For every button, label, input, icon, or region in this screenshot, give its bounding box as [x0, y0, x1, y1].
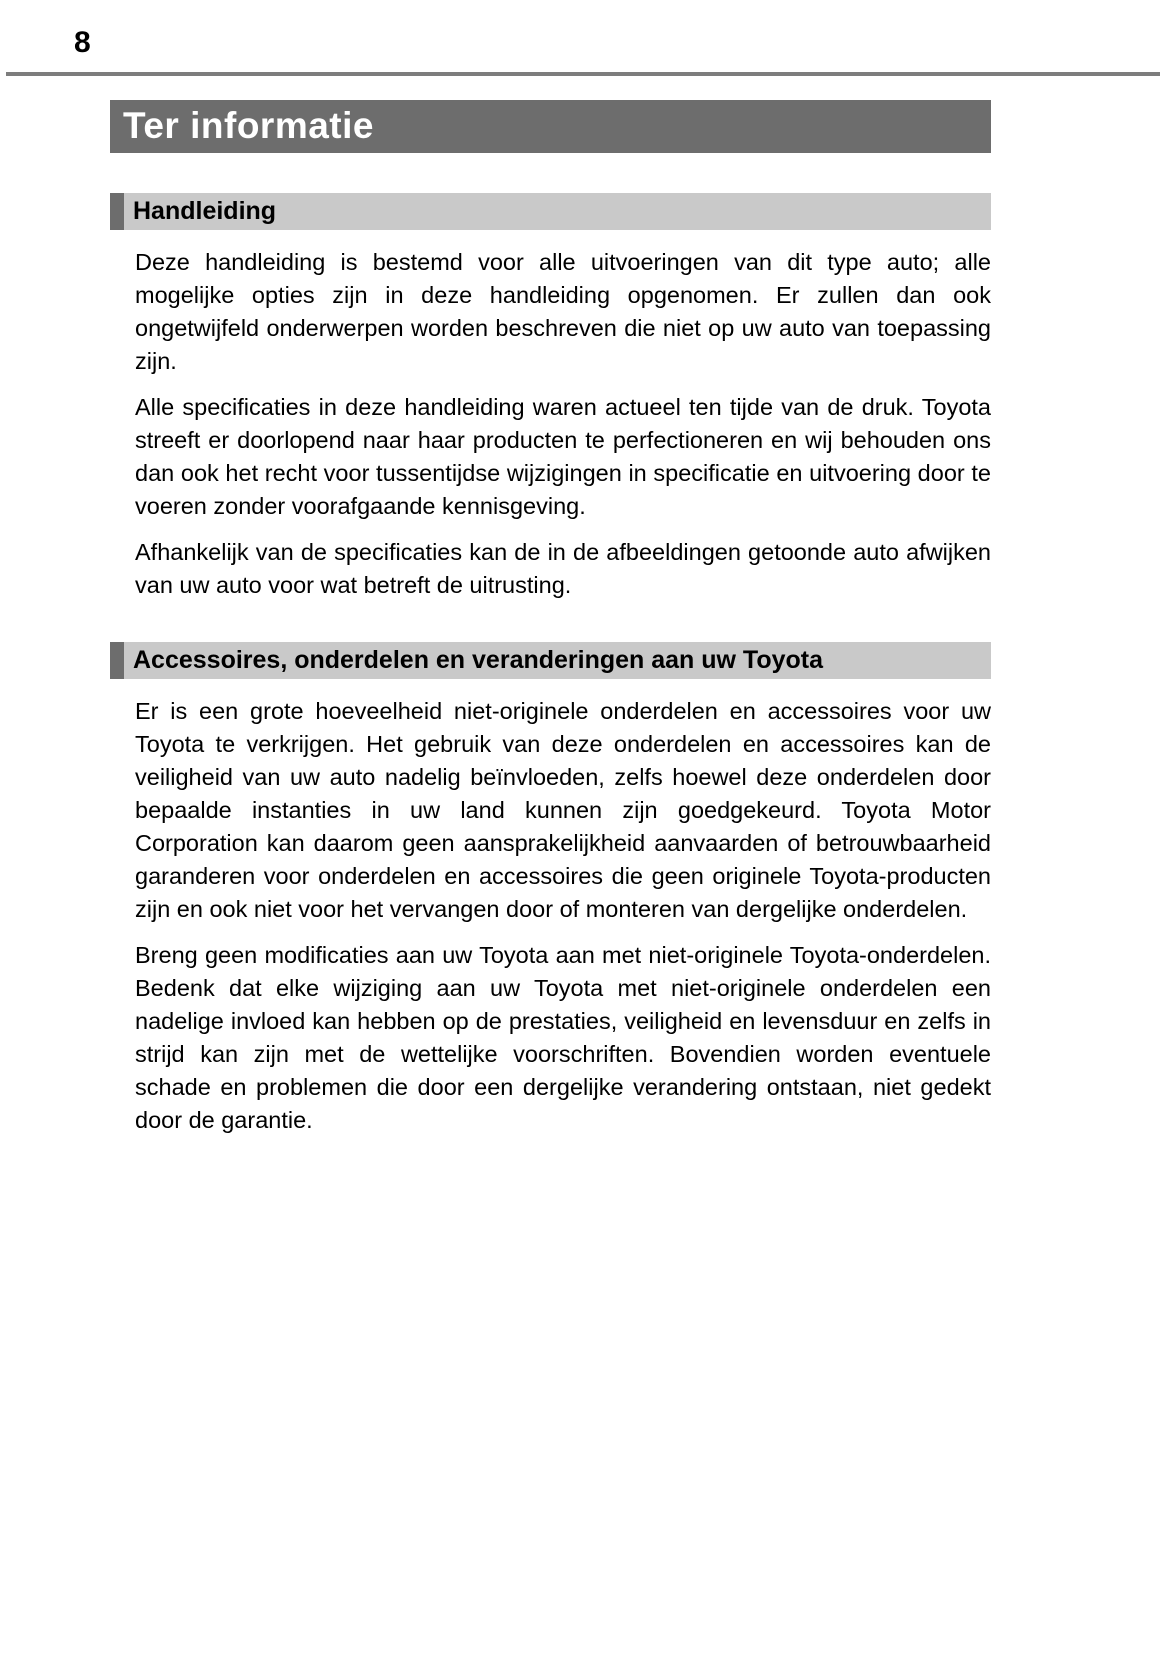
paragraph: Er is een grote hoeveelheid niet-originele onderdelen en accessoires voor uw Toyota te verkrijgen. Het gebruik van deze onderdelen en accessoires kan de veiligheid van uw auto nadelig beïnvloeden, zelfs hoewel deze onderdelen door bepaalde instanties in uw land kunnen zijn goedgekeurd. Toyota Motor Corporation kan daarom geen aansprakelijkheid aanvaarden of betrouwbaarheid garanderen voor onderdelen en accessoires die geen originele Toyota-producten zijn en ook niet voor het vervangen door of monteren van dergelijke onderdelen.	[135, 698, 991, 922]
paragraph: Afhankelijk van de specificaties kan de in de afbeeldingen getoonde auto afwijken van uw auto voor wat betreft de uitrusting.	[135, 539, 991, 598]
page-content	[110, 100, 991, 1137]
chapter-title-banner: Ter informatie	[110, 100, 991, 153]
section-heading: Accessoires, onderdelen en veranderingen aan uw Toyota	[133, 646, 824, 674]
section-accessoires	[110, 642, 991, 1137]
section-handleiding	[110, 193, 991, 602]
section-heading-bar	[110, 193, 991, 230]
paragraph: Deze handleiding is bestemd voor alle uitvoeringen van dit type auto; alle mogelijke opties zijn in deze handleiding opgenomen. Er zullen dan ook ongetwijfeld onderwerpen worden beschreven die niet op uw auto van toepassing zijn.	[135, 249, 991, 374]
section-accent-block	[110, 642, 124, 679]
section-heading-bar	[110, 642, 991, 679]
section-accent-block	[110, 193, 124, 230]
paragraph: Breng geen modificaties aan uw Toyota aan met niet-originele Toyota-onderdelen. Bedenk dat elke wijziging aan uw Toyota met niet-originele onderdelen een nadelige invloed kan hebben op de prestaties, veiligheid en levensduur en zelfs in strijd kan zijn met de wettelijke voorschriften. Bovendien worden eventuele schade en problemen die door een dergelijke verandering ontstaan, niet gedekt door de garantie.	[135, 942, 991, 1133]
paragraph: Alle specificaties in deze handleiding waren actueel ten tijde van de druk. Toyota streeft er doorlopend naar haar producten te perfectioneren en wij behouden ons dan ook het recht voor tussentijdse wijzigingen in specificatie en uitvoering door te voeren zonder voorafgaande kennisgeving.	[135, 394, 991, 519]
section-heading: Handleiding	[133, 197, 277, 225]
header-rule	[6, 72, 1160, 76]
page-number: 8	[74, 26, 91, 59]
